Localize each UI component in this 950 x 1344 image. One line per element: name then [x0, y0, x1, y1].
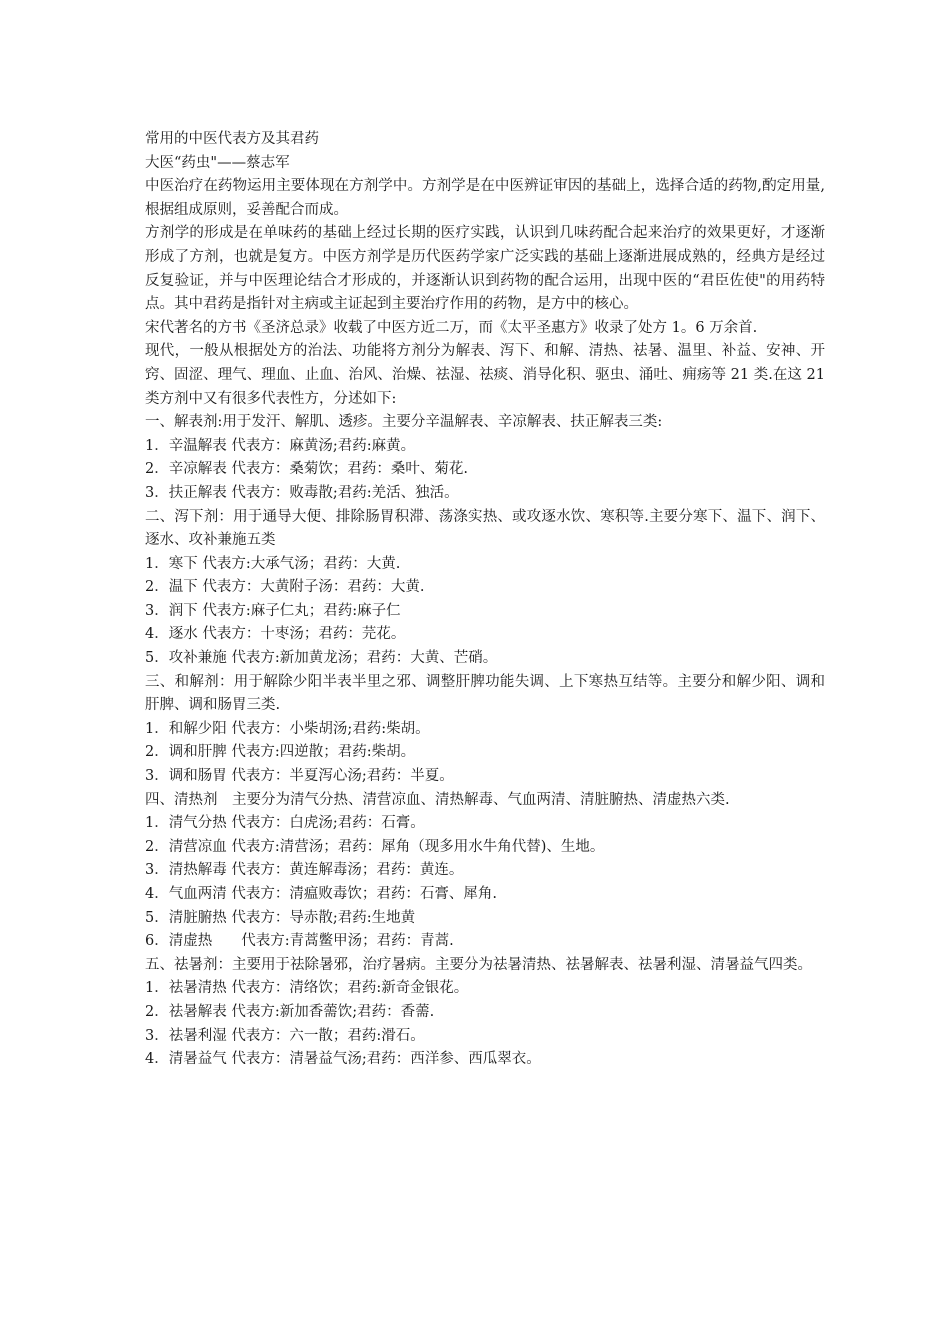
- list-item: 3．祛暑利湿 代表方：六一散；君药:滑石。: [145, 1027, 425, 1044]
- paragraph: 中医治疗在药物运用主要体现在方剂学中。方剂学是在中医辨证审因的基础上，选择合适的药物,酌定用量,根据组成原则，妥善配合而成。: [145, 178, 825, 218]
- list-item: 1．祛暑清热 代表方：清络饮；君药:新奇金银花。: [145, 980, 469, 997]
- list-item: 4．气血两清 代表方：清瘟败毒饮；君药：石膏、犀角.: [145, 886, 497, 902]
- section-heading: 五、祛暑剂：主要用于祛除暑邪，治疗暑病。主要分为祛暑清热、祛暑解表、祛暑利湿、清暑益气四类。: [145, 956, 812, 973]
- list-item: 3．调和肠胃 代表方：半夏泻心汤;君药：半夏。: [145, 768, 454, 785]
- section-heading: 三、和解剂：用于解除少阳半表半里之邪、调整肝脾功能失调、上下寒热互结等。主要分和解少阳、调和肝脾、调和肠胃三类.: [145, 673, 825, 714]
- list-item: 1．寒下 代表方:大承气汤；君药：大黄.: [145, 555, 401, 572]
- list-item: 2．温下 代表方：大黄附子汤：君药：大黄.: [145, 579, 425, 596]
- document-body: [145, 128, 825, 1072]
- list-item: 3．清热解毒 代表方：黄连解毒汤；君药：黄连。: [145, 862, 464, 879]
- document-title: 常用的中医代表方及其君药: [145, 131, 319, 147]
- paragraph: 方剂学的形成是在单味药的基础上经过长期的医疗实践，认识到几味药配合起来治疗的效果更好，才逐渐形成了方剂，也就是复方。中医方剂学是历代医药学家广泛实践的基础上逐渐进展成熟的，经典方是经过反复验证，并与中医理论结合才形成的，并逐渐认识到药物的配合运用，出现中医的“君臣佐使"的用药特点。其中君药是指针对主病或主证起到主要治疗作用的药物，是方中的核心。: [145, 225, 826, 313]
- list-item: 1．辛温解表 代表方：麻黄汤;君药:麻黄。: [145, 437, 416, 454]
- list-item: 2．清营凉血 代表方:清营汤；君药：犀角（现多用水牛角代替)、生地。: [145, 838, 605, 855]
- paragraph: 宋代著名的方书《圣济总录》收载了中医方近二万，而《太平圣惠方》收录了处方 1。6 万余首.: [145, 319, 758, 336]
- author-line: 大医“药虫"——蔡志军: [145, 154, 290, 171]
- list-item: 3．扶正解表 代表方：败毒散;君药:羌活、独活。: [145, 484, 459, 501]
- list-item: 1．和解少阳 代表方：小柴胡汤;君药:柴胡。: [145, 720, 430, 737]
- paragraph: 现代，一般从根据处方的治法、功能将方剂分为解表、泻下、和解、清热、祛暑、温里、补益、安神、开窍、固涩、理气、理血、止血、治风、治燥、祛湿、祛痰、消导化积、驱虫、涌吐、痈疡等 21 类.在这 21 类方剂中又有很多代表性方，分述如下:: [145, 343, 825, 407]
- list-item: 4．逐水 代表方：十枣汤；君药：芫花。: [145, 626, 406, 643]
- section-heading: 一、解表剂:用于发汗、解肌、透疹。主要分辛温解表、辛凉解表、扶正解表三类:: [145, 414, 663, 431]
- list-item: 1．清气分热 代表方：白虎汤;君药：石膏。: [145, 815, 425, 832]
- section-heading: 二、泻下剂：用于通导大便、排除肠胃积滞、荡涤实热、或攻逐水饮、寒积等.主要分寒下、温下、润下、逐水、攻补兼施五类: [145, 508, 825, 549]
- list-item: 4．清暑益气 代表方：清暑益气汤;君药：西洋参、西瓜翠衣。: [145, 1051, 541, 1068]
- list-item: 5．清脏腑热 代表方：导赤散;君药:生地黄: [145, 909, 416, 926]
- section-heading: 四、清热剂 主要分为清气分热、清营凉血、清热解毒、气血两清、清脏腑热、清虚热六类.: [145, 791, 730, 808]
- list-item: 5．攻补兼施 代表方:新加黄龙汤；君药：大黄、芒硝。: [145, 650, 498, 667]
- list-item: 2．调和肝脾 代表方:四逆散；君药:柴胡。: [145, 744, 416, 761]
- list-item: 3．润下 代表方:麻子仁丸；君药:麻子仁: [145, 602, 401, 619]
- list-item: 2．祛暑解表 代表方:新加香薷饮;君药：香薷.: [145, 1003, 435, 1020]
- list-item: 6．清虚热 代表方:青蒿鳖甲汤；君药：青蒿.: [145, 933, 454, 950]
- list-item: 2．辛凉解表 代表方：桑菊饮；君药：桑叶、菊花.: [145, 461, 468, 478]
